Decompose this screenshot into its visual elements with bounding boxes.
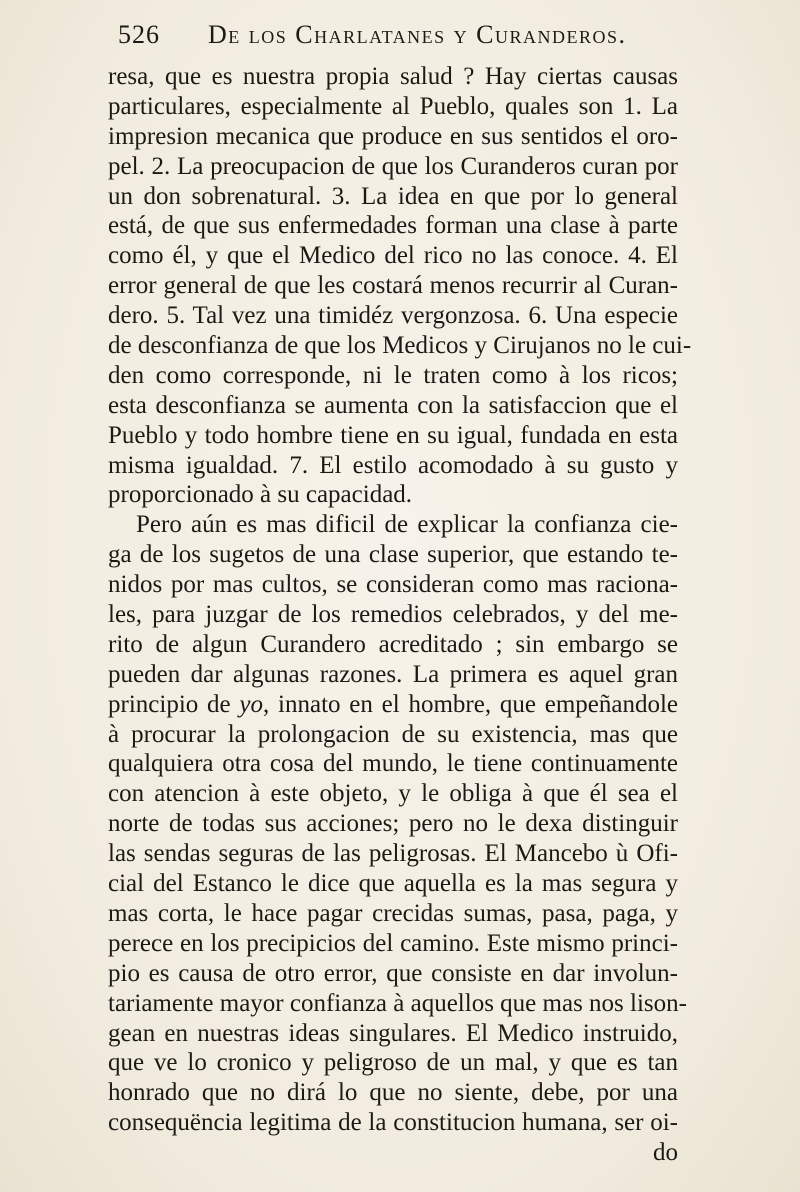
- text-line: principio de yo, innato en el hombre, que empeñandole: [108, 690, 678, 718]
- text-line: de desconfianza de que los Medicos y Cirujanos no le cui-: [108, 332, 692, 360]
- text-line: norte de todas sus acciones; pero no le dexa distinguir: [108, 810, 678, 838]
- running-head: [118, 20, 678, 64]
- text-line: impresion mecanica que produce en sus sentidos el oro-: [108, 122, 678, 150]
- text-line: honrado que no dirá lo que no siente, debe, por una: [108, 1079, 678, 1107]
- text-line: como él, y que el Medico del rico no las conoce. 4. El: [108, 242, 678, 270]
- text-line: consequëncia legitima de la constitucion humana, ser oi-: [108, 1109, 678, 1137]
- text-line: pio es causa de otro error, que consiste en dar involun-: [108, 959, 678, 987]
- catchword: do: [653, 1139, 678, 1167]
- text-line: que ve lo cronico y peligroso de un mal, y que es tan: [108, 1049, 678, 1077]
- text-line: perece en los precipicios del camino. Este mismo princi-: [108, 929, 678, 957]
- text-line: les, para juzgar de los remedios celebrados, y del me-: [108, 601, 678, 629]
- text-line: pueden dar algunas razones. La primera es aquel gran: [108, 660, 678, 688]
- text-line: error general de que les costará menos recurrir al Curan-: [108, 272, 678, 300]
- emphasized-word: yo: [239, 690, 264, 718]
- text-line: pel. 2. La preocupacion de que los Curanderos curan por: [108, 152, 678, 180]
- text-line: con atencion à este objeto, y le obliga à que él sea el: [108, 780, 678, 808]
- text-line: dero. 5. Tal vez una timidéz vergonzosa. 6. Una especie: [108, 302, 678, 330]
- text-line: nidos por mas cultos, se consideran como mas raciona-: [108, 571, 678, 599]
- body-text: [108, 62, 692, 1168]
- text-line: cial del Estanco le dice que aquella es la mas segura y: [108, 870, 678, 898]
- text-line: esta desconfianza se aumenta con la satisfaccion que el: [108, 391, 678, 419]
- text-line: à procurar la prolongacion de su existencia, mas que: [108, 720, 678, 748]
- text-line: resa, que es nuestra propia salud ? Hay ciertas causas: [108, 63, 678, 90]
- text-line: tariamente mayor confianza à aquellos que mas nos lison-: [108, 989, 687, 1017]
- paragraph-end-line: proporcionado à su capacidad.: [108, 481, 413, 509]
- text-line: un don sobrenatural. 3. La idea en que por lo general: [108, 182, 678, 210]
- text-line: misma igualdad. 7. El estilo acomodado à su gusto y: [108, 451, 678, 479]
- text-line: mas corta, le hace pagar crecidas sumas, pasa, paga, y: [108, 899, 678, 927]
- text-line: qualquiera otra cosa del mundo, le tiene continuamente: [108, 750, 678, 778]
- text-line: rito de algun Curandero acreditado ; sin embargo se: [108, 630, 678, 658]
- text-line: ga de los sugetos de una clase superior, que estando te-: [108, 541, 678, 569]
- text-line: gean en nuestras ideas singulares. El Medico instruido,: [108, 1019, 678, 1047]
- running-title: De los Charlatanes y Curanderos.: [208, 20, 627, 49]
- text-line: Pueblo y todo hombre tiene en su igual, fundada en esta: [108, 421, 678, 449]
- text-line: particulares, especialmente al Pueblo, quales son 1. La: [108, 92, 678, 120]
- text-line: den como corresponde, ni le traten como à los ricos;: [108, 361, 678, 389]
- paragraph-start-line: Pero aún es mas dificil de explicar la confianza cie-: [136, 511, 678, 539]
- text-line: está, de que sus enfermedades forman una clase à parte: [108, 212, 678, 240]
- text-line: las sendas seguras de las peligrosas. El Mancebo ù Ofi-: [108, 840, 678, 868]
- page-number: 526: [118, 20, 160, 49]
